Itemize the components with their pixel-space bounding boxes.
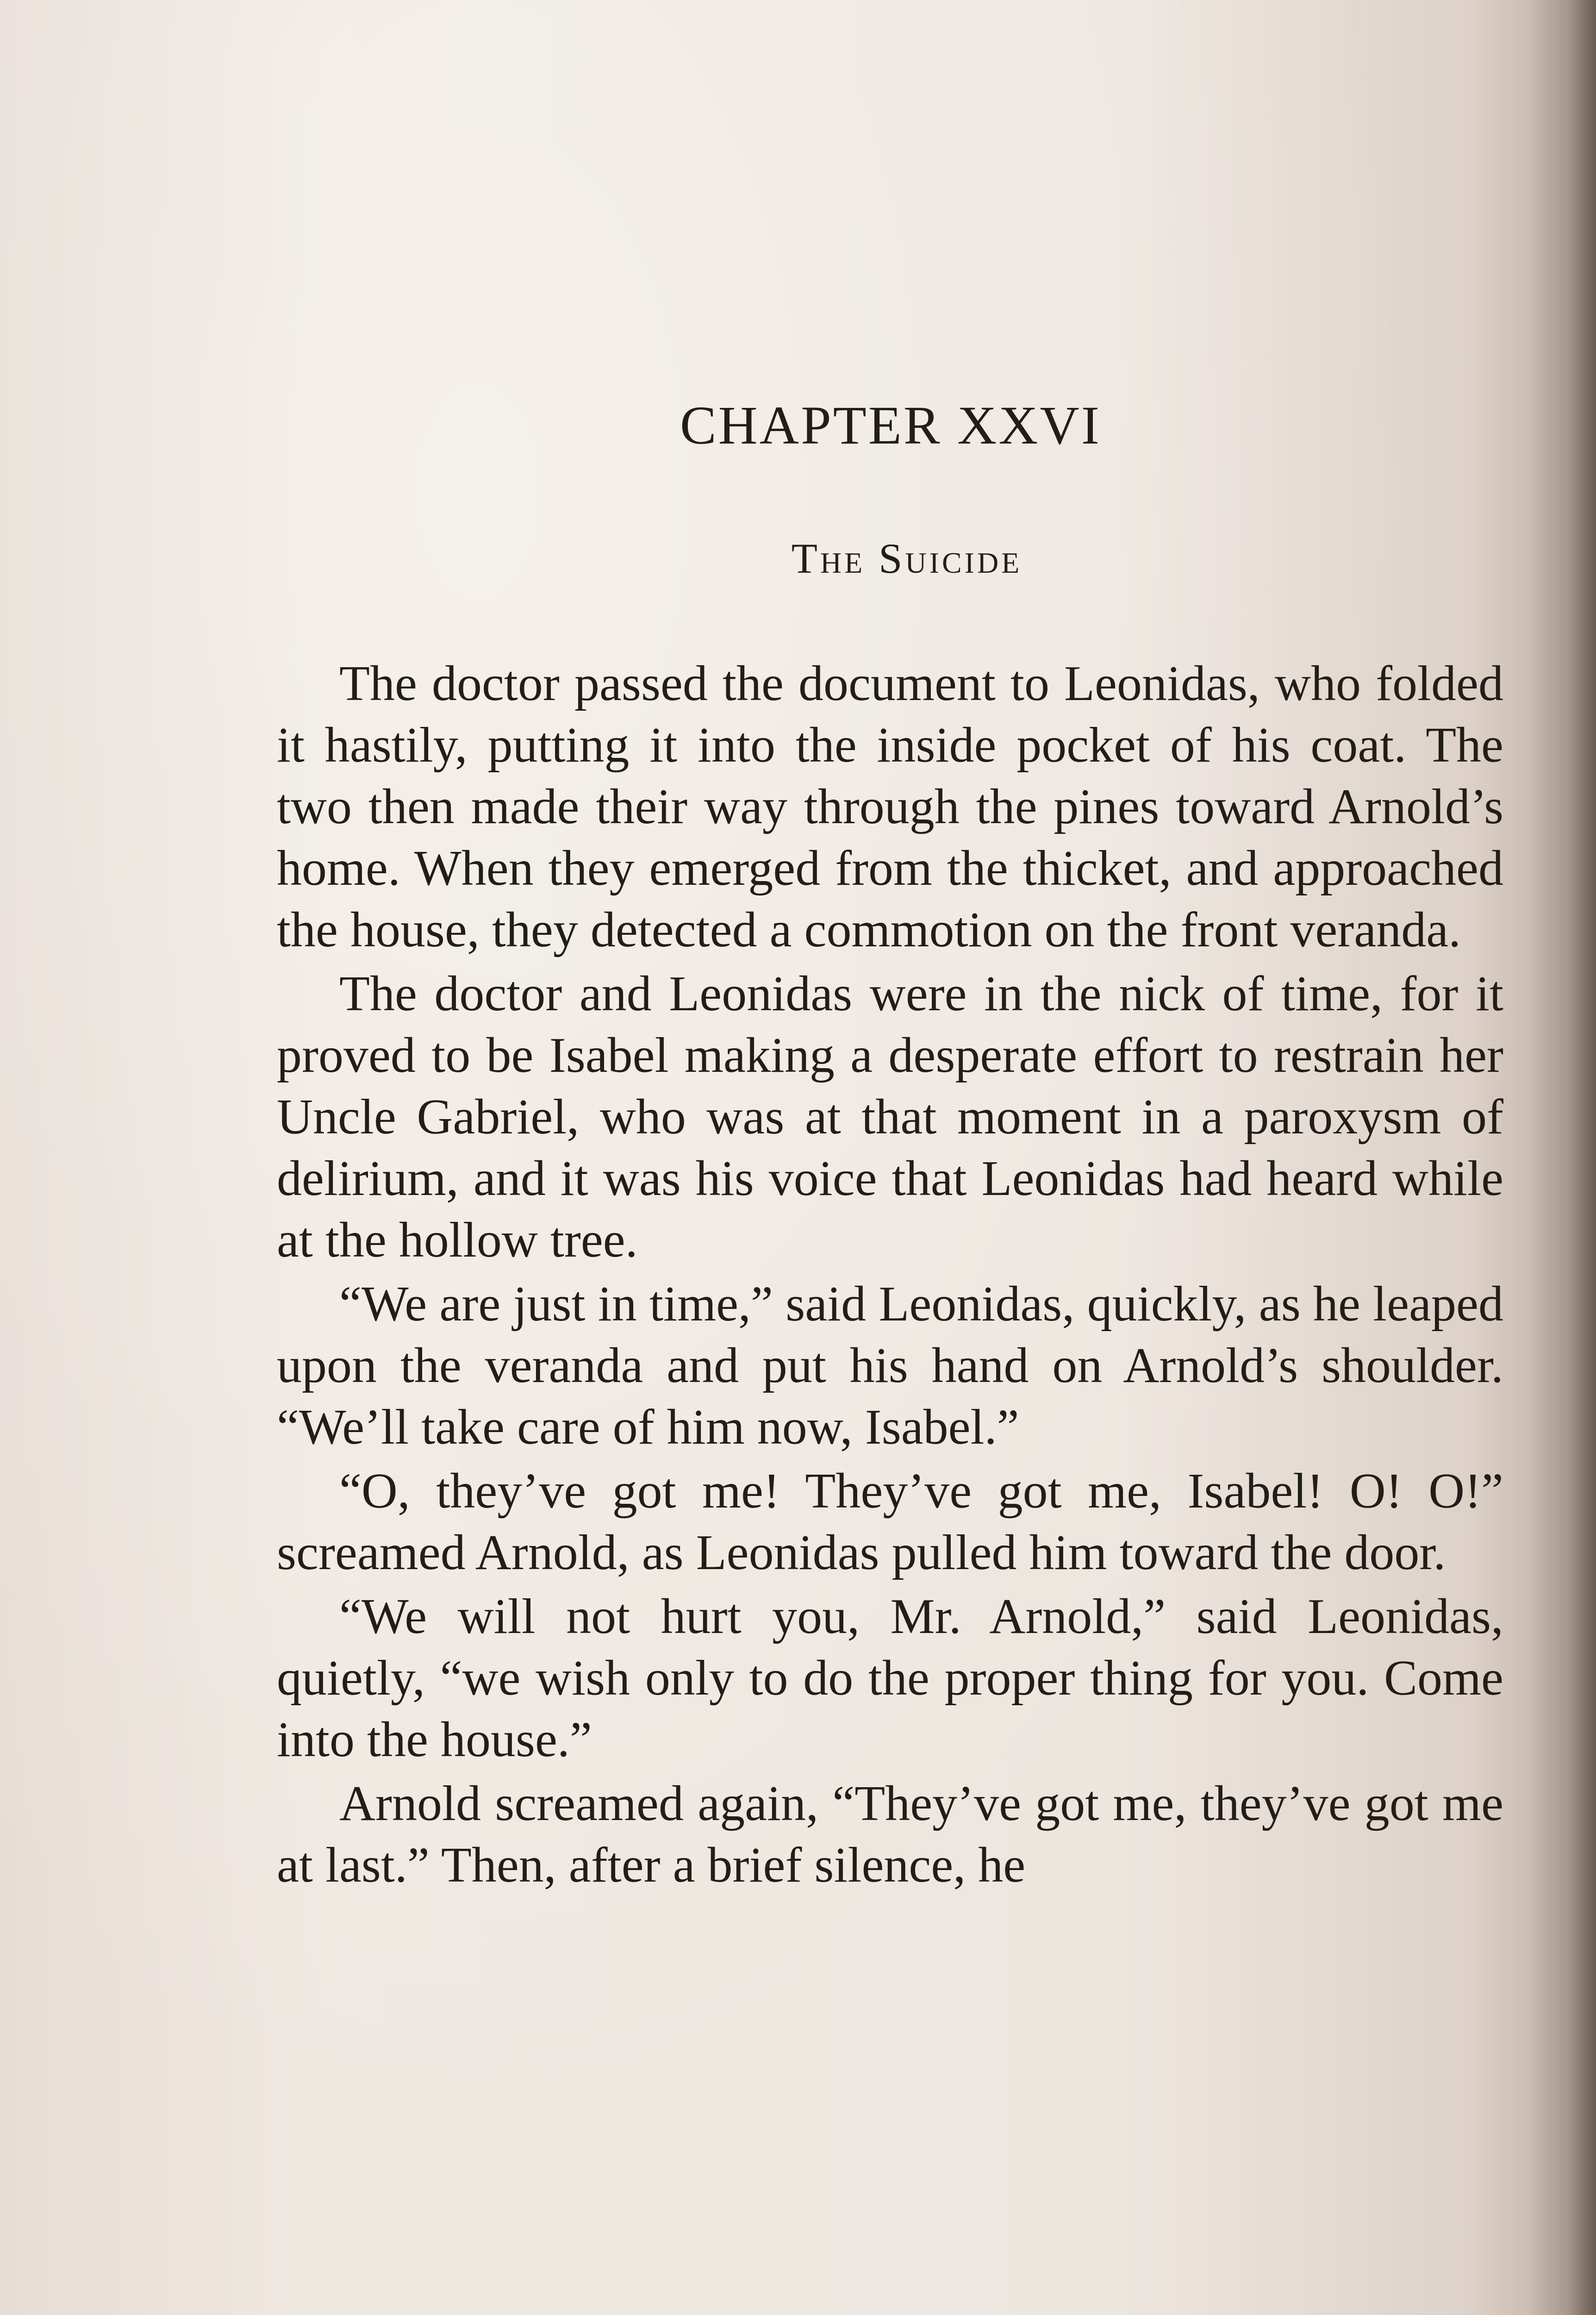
paragraph-5: “We will not hurt you, Mr. Arnold,” said Leonidas, quietly, “we wish only to do the proper thing for you. Come into the house.” xyxy=(277,1589,1503,1767)
paragraph-1: The doctor passed the document to Leonidas, who folded it hastily, putting it into the inside pocket of his coat. The two then made their way through the pines toward Arnold’s home. When they emerged from the thicket, and approached the house, they detected a commotion on the front veranda. xyxy=(277,656,1503,957)
chapter-heading: CHAPTER XXVI xyxy=(680,395,1102,456)
chapter-body xyxy=(277,653,1503,1898)
paragraph-2: The doctor and Leonidas were in the nick of time, for it proved to be Isabel making a desperate effort to restrain her Uncle Gabriel, who was at that moment in a paroxysm of delirium, and it was his voice that Leonidas had heard while at the hollow tree. xyxy=(277,966,1503,1268)
paragraph-6: Arnold screamed again, “They’ve got me, they’ve got me at last.” Then, after a brief silence, he xyxy=(277,1776,1503,1893)
page-edge-shadow xyxy=(1527,0,1596,2315)
paragraph-4: “O, they’ve got me! They’ve got me, Isabel! O! O!” screamed Arnold, as Leonidas pulled him toward the door. xyxy=(277,1464,1503,1580)
paragraph-3: “We are just in time,” said Leonidas, quickly, as he leaped upon the veranda and put his hand on Arnold’s shoulder. “We’ll take care of him now, Isabel.” xyxy=(277,1276,1503,1455)
chapter-subtitle: The Suicide xyxy=(791,535,1022,582)
